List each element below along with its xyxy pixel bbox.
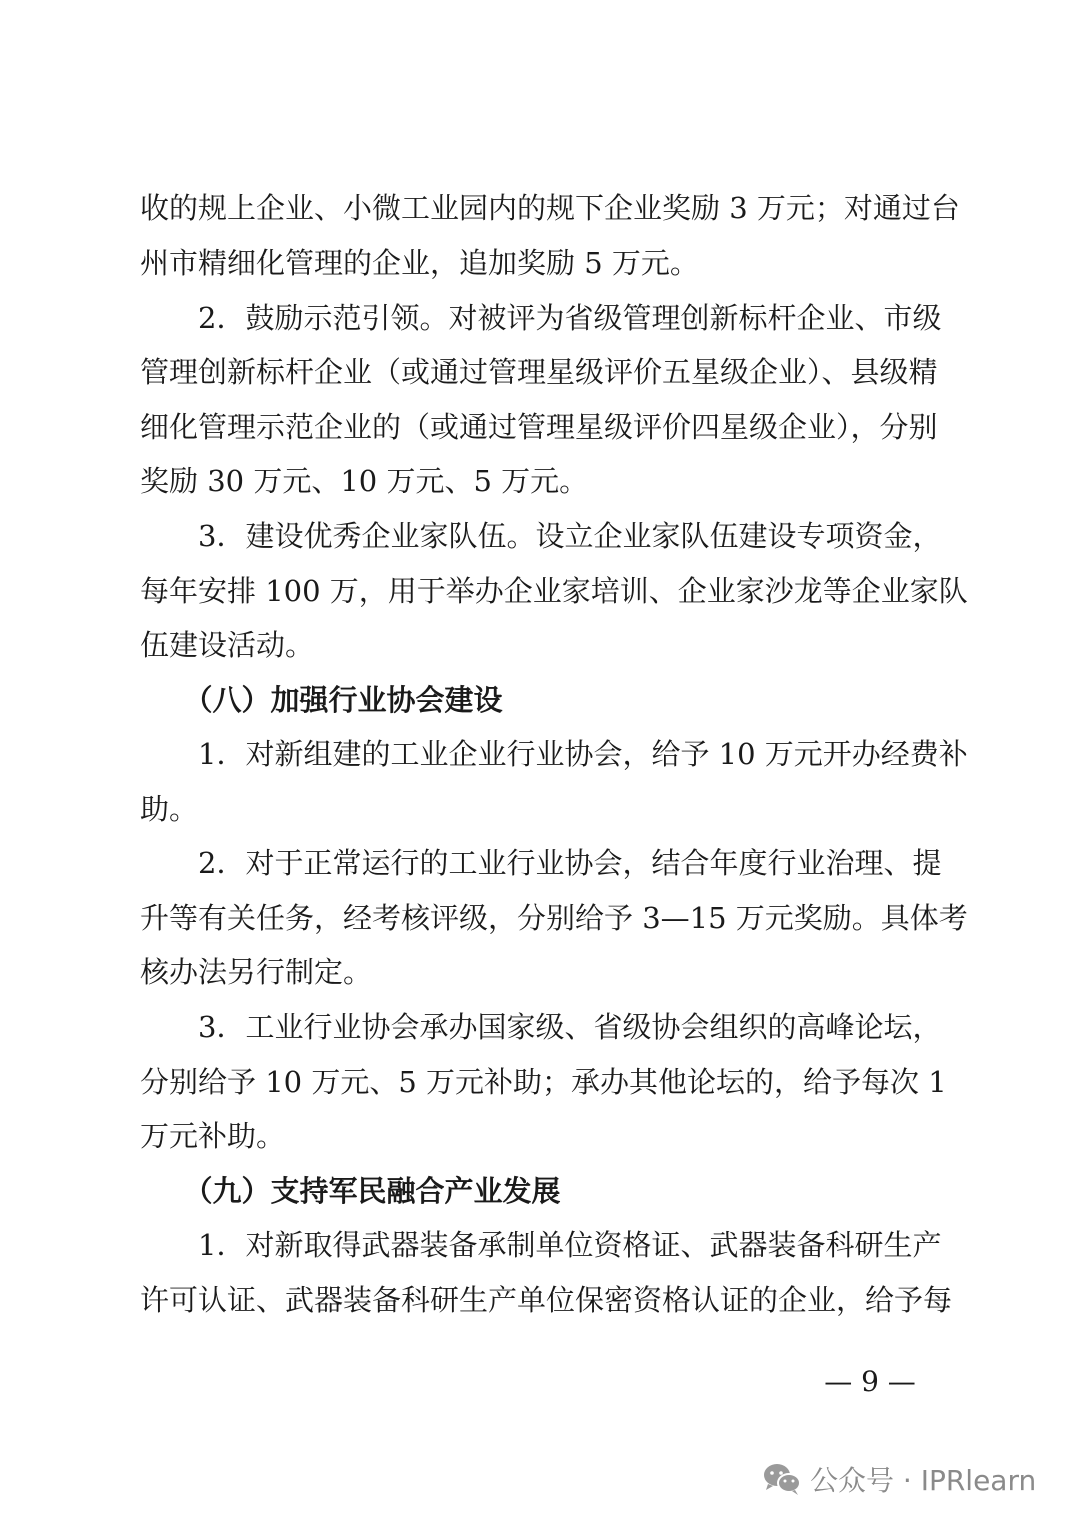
body-line: 2．鼓励示范引领。对被评为省级管理创新标杆企业、市级	[140, 301, 942, 335]
body-line: 核办法另行制定。	[140, 955, 373, 989]
body-line: 管理创新标杆企业（或通过管理星级评价五星级企业）、县级精	[140, 355, 938, 389]
body-line: 奖励 30 万元、10 万元、5 万元。	[140, 464, 589, 498]
body-line: 3．工业行业协会承办国家级、省级协会组织的高峰论坛，	[140, 1010, 942, 1044]
body-line: 分别给予 10 万元、5 万元补助；承办其他论坛的，给予每次 1	[140, 1065, 947, 1099]
page-number: — 9 —	[824, 1365, 916, 1398]
body-line: 万元补助。	[140, 1119, 286, 1153]
body-line: 州市精细化管理的企业，追加奖励 5 万元。	[140, 246, 699, 280]
body-line: 1．对新取得武器装备承制单位资格证、武器装备科研生产	[140, 1228, 942, 1262]
watermark	[762, 1455, 1036, 1503]
wechat-icon	[762, 1462, 802, 1496]
body-line: 收的规上企业、小微工业园内的规下企业奖励 3 万元；对通过台	[140, 191, 960, 225]
body-line: 3．建设优秀企业家队伍。设立企业家队伍建设专项资金，	[140, 519, 942, 553]
body-line: 升等有关任务，经考核评级，分别给予 3—15 万元奖励。具体考	[140, 901, 968, 935]
body-line: 伍建设活动。	[140, 628, 315, 662]
body-line: 1．对新组建的工业企业行业协会，给予 10 万元开办经费补	[140, 737, 968, 771]
body-line: 助。	[140, 792, 199, 826]
body-line: 2．对于正常运行的工业行业协会，结合年度行业治理、提	[140, 846, 942, 880]
watermark-label: 公众号 · IPRlearn	[810, 1464, 1037, 1497]
body-line: 每年安排 100 万，用于举办企业家培训、企业家沙龙等企业家队	[140, 574, 968, 608]
section-heading: （九）支持军民融合产业发展	[140, 1174, 561, 1208]
body-line: 细化管理示范企业的（或通过管理星级评价四星级企业），分别	[140, 410, 938, 444]
section-heading: （八）加强行业协会建设	[140, 683, 503, 717]
body-line: 许可认证、武器装备科研生产单位保密资格认证的企业，给予每	[140, 1283, 953, 1317]
